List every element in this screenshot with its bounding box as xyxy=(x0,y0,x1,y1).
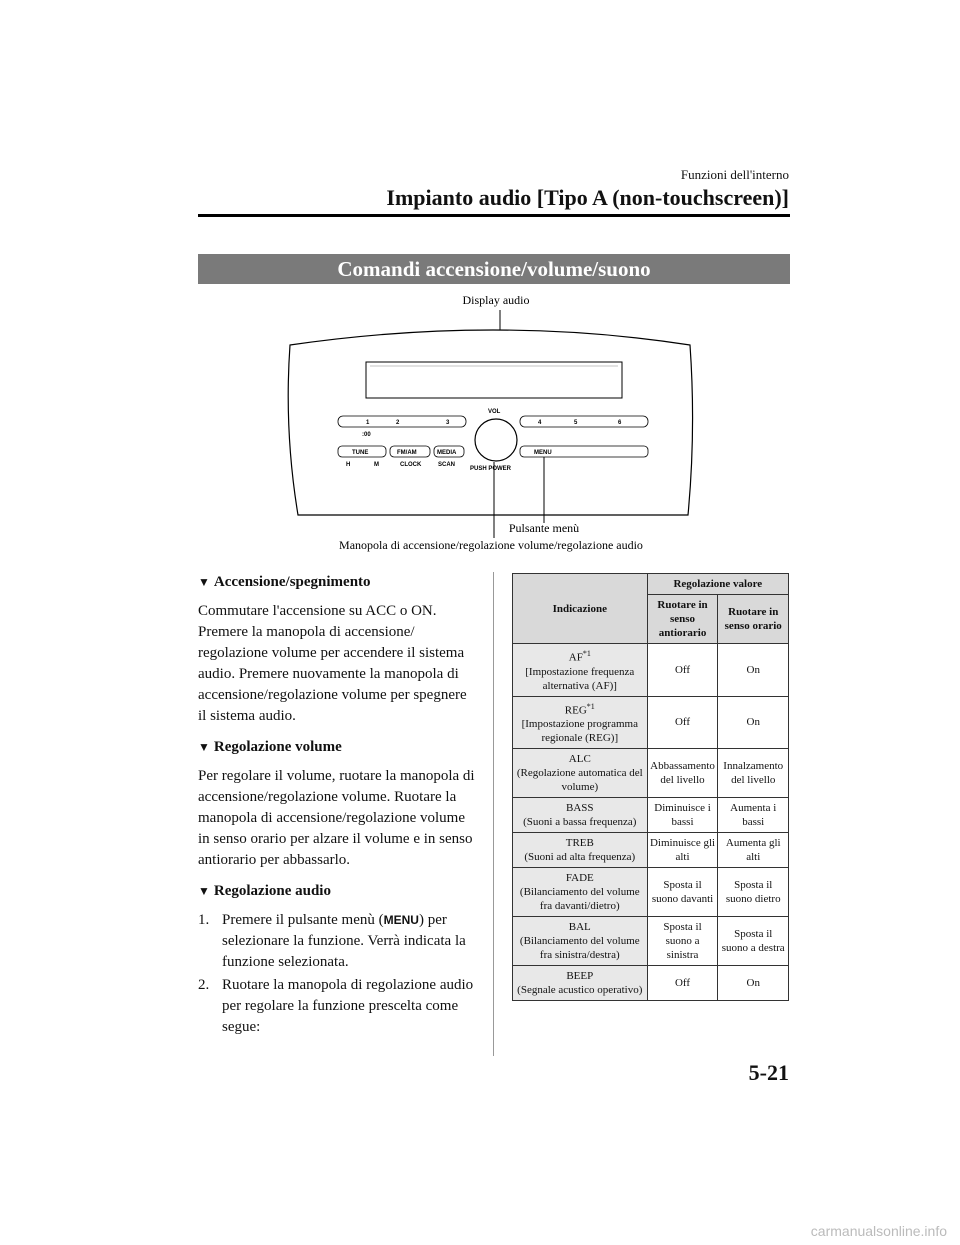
preset-3-label: 3 xyxy=(446,420,450,426)
footnote-marker: *1 xyxy=(582,649,591,658)
media-label: MEDIA xyxy=(437,450,457,456)
table-cell-orario: Aumenta i bassi xyxy=(718,798,789,833)
table-cell-antiorario: Off xyxy=(647,644,718,697)
label-knob: Manopola di accensione/regolazione volume/regolazione audio xyxy=(339,538,643,552)
h-label: H xyxy=(346,462,351,468)
setting-code: TREB xyxy=(565,837,594,850)
table-row xyxy=(513,644,789,697)
left-column xyxy=(198,572,478,1040)
table-cell-indicazione xyxy=(513,917,648,966)
section-banner: Comandi accensione/volume/suono xyxy=(198,254,790,284)
scan-label: SCAN xyxy=(438,462,456,468)
header-regolazione: Regolazione valore xyxy=(647,574,788,595)
triangle-bullet-icon: ▼ xyxy=(198,884,210,898)
power-paragraph: Commutare l'accensione su ACC o ON. Premere la manopola di accensione/ regolazione volume per accendere il sistema audio. Premere nuovamente la manopola di accensione/regolazione volume per spegnere il sistema audio. xyxy=(198,603,467,724)
fmam-label: FM/AM xyxy=(397,450,417,456)
preset-1-label: 1 xyxy=(366,420,370,426)
header-antiorario: Ruotare in senso antiorario xyxy=(647,595,718,644)
table-cell-antiorario: Diminuisce gli alti xyxy=(647,833,718,868)
power-volume-knob xyxy=(475,419,517,461)
m-label: M xyxy=(374,462,379,468)
step-1 xyxy=(198,910,478,973)
table-cell-orario: Innalzamento del livello xyxy=(718,749,789,798)
step-1-number: 1. xyxy=(198,912,210,928)
vol-label: VOL xyxy=(488,409,501,415)
table-cell-orario: Sposta il suono a destra xyxy=(718,917,789,966)
table-row xyxy=(513,696,789,749)
footnote-marker: *1 xyxy=(586,701,595,711)
setting-code: BASS xyxy=(566,802,594,815)
header-indicazione: Indicazione xyxy=(513,574,648,644)
tune-label: TUNE xyxy=(352,450,369,456)
audio-steps xyxy=(198,910,478,1038)
table-cell-antiorario: Off xyxy=(647,966,718,1001)
setting-description: (Suoni ad alta frequenza) xyxy=(524,851,636,864)
preset-5-label: 5 xyxy=(574,420,578,426)
table-cell-antiorario: Diminuisce i bassi xyxy=(647,798,718,833)
table-row xyxy=(513,749,789,798)
menu-key-glyph: MENU xyxy=(383,913,419,927)
table-row xyxy=(513,833,789,868)
subheading-audio-text: Regolazione audio xyxy=(213,883,331,899)
setting-description: [Impostazione frequenza alternativa (AF)] xyxy=(525,665,635,692)
triangle-bullet-icon: ▼ xyxy=(198,575,210,589)
table-cell-orario: On xyxy=(718,966,789,1001)
label-menu-button: Pulsante menù xyxy=(508,521,580,535)
header-section: Funzioni dell'interno xyxy=(680,167,789,182)
table-cell-indicazione xyxy=(513,833,648,868)
step-2-number: 2. xyxy=(198,977,210,993)
subheading-audio xyxy=(198,881,478,902)
page-number: 5-21 xyxy=(748,1060,789,1085)
audio-unit-diagram xyxy=(198,290,790,560)
table-cell-indicazione xyxy=(513,868,648,917)
table-row xyxy=(513,798,789,833)
column-divider xyxy=(493,572,494,1056)
setting-code: ALC xyxy=(568,753,591,766)
setting-description: (Bilanciamento del volume fra davanti/dietro) xyxy=(519,886,640,913)
table-cell-antiorario: Abbassamento del livello xyxy=(647,749,718,798)
clock-label: CLOCK xyxy=(400,462,422,468)
label-display-audio: Display audio xyxy=(462,293,530,307)
table-cell-antiorario: Sposta il suono a sinistra xyxy=(647,917,718,966)
subheading-volume-text: Regolazione volume xyxy=(213,739,342,755)
table-cell-indicazione xyxy=(513,696,648,749)
preset-4-label: 4 xyxy=(538,420,542,426)
header-orario: Ruotare in senso orario xyxy=(718,595,789,644)
volume-paragraph: Per regolare il volume, ruotare la manopola di accensione/regolazione volume. Ruotare la manopola di accensione/regolazione volume in senso orario per alzare il volume e in senso antiorario per abbassarlo. xyxy=(198,768,475,868)
triangle-bullet-icon: ▼ xyxy=(198,740,210,754)
setting-code: FADE xyxy=(565,872,594,885)
setting-code: BEEP xyxy=(566,970,594,983)
audio-settings-table xyxy=(512,573,789,1001)
table-cell-indicazione xyxy=(513,749,648,798)
step-1-text-a: Premere il pulsante menù ( xyxy=(222,912,384,928)
table-cell-orario: Sposta il suono dietro xyxy=(718,868,789,917)
push-power-label: PUSH POWER xyxy=(470,466,512,472)
table-body xyxy=(513,644,789,1001)
table-cell-orario: On xyxy=(718,644,789,697)
table-cell-antiorario: Off xyxy=(647,696,718,749)
setting-description: [Impostazione programma regionale (REG)] xyxy=(521,718,638,745)
table-cell-antiorario: Sposta il suono davanti xyxy=(647,868,718,917)
page-title: Impianto audio [Tipo A (non-touchscreen)] xyxy=(386,185,789,210)
step-1-text-b: ) per selezionare la funzione. Verrà indicata la funzione selezionata. xyxy=(222,912,466,970)
table-cell-indicazione xyxy=(513,966,648,1001)
setting-description: (Segnale acustico operativo) xyxy=(517,984,643,997)
setting-description: (Bilanciamento del volume fra sinistra/destra) xyxy=(519,935,640,962)
header-rule xyxy=(198,214,790,217)
step-2 xyxy=(198,975,478,1038)
table-row xyxy=(513,917,789,966)
setting-code: AF xyxy=(568,651,583,664)
setting-description: (Regolazione automatica del volume) xyxy=(516,767,643,794)
subheading-volume xyxy=(198,737,478,758)
table-cell-orario: On xyxy=(718,696,789,749)
menu-label: MENU xyxy=(534,450,552,456)
preset-6-label: 6 xyxy=(618,420,622,426)
table-cell-indicazione xyxy=(513,644,648,697)
table-cell-orario: Aumenta gli alti xyxy=(718,833,789,868)
table-cell-indicazione xyxy=(513,798,648,833)
setting-code: BAL xyxy=(568,921,591,934)
step-2-text: Ruotare la manopola di regolazione audio per regolare la funzione prescelta come segue: xyxy=(222,977,474,1035)
time-label: :00 xyxy=(362,432,371,438)
table-row xyxy=(513,868,789,917)
setting-code: REG xyxy=(564,704,587,717)
subheading-power-text: Accensione/spegnimento xyxy=(213,574,371,590)
subheading-power xyxy=(198,572,478,593)
watermark-footer: carmanualsonline.info xyxy=(810,1223,947,1239)
table-row xyxy=(513,966,789,1001)
setting-description: (Suoni a bassa frequenza) xyxy=(523,816,637,829)
preset-2-label: 2 xyxy=(396,420,400,426)
